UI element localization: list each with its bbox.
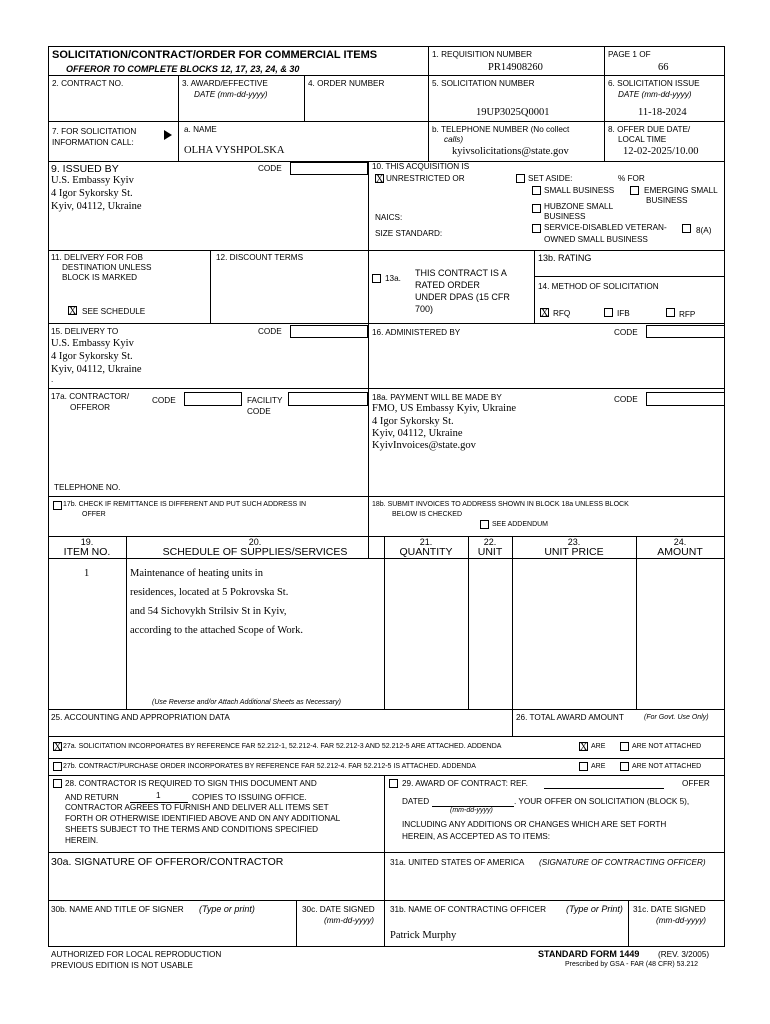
administered-by-label: 16. ADMINISTERED BY (372, 328, 461, 337)
award-contract-checkbox[interactable] (389, 779, 398, 788)
rule (48, 46, 49, 946)
col20-number: 20. (248, 537, 262, 547)
sdvosb-label-2: OWNED SMALL BUSINESS (544, 235, 648, 244)
administered-by-code-field[interactable] (646, 325, 725, 338)
payment-line: 4 Igor Sykorsky St. (372, 416, 454, 427)
telephone-no-label: TELEPHONE NO. (54, 483, 121, 492)
signature-us-label: 31a. UNITED STATES OF AMERICA (390, 858, 525, 867)
delivery-to-code-field[interactable] (290, 325, 368, 338)
award-date-label: 3. AWARD/EFFECTIVE (182, 79, 268, 88)
col22-number: 22. (483, 537, 497, 547)
dated-format: (mm-dd-yyyy) (450, 807, 493, 814)
contractor-code-label: CODE (152, 396, 176, 405)
block29-line: HEREIN, AS ACCEPTED AS TO ITEMS: (402, 832, 551, 841)
rule (628, 900, 629, 946)
rule (512, 709, 513, 736)
col24-header: AMOUNT (657, 546, 703, 558)
see-schedule-label: SEE SCHEDULE (82, 307, 146, 316)
rule (48, 250, 725, 251)
payment-code-field[interactable] (646, 392, 725, 406)
footer-prescribed: Prescribed by GSA - FAR (48 CFR) 53.212 (565, 961, 699, 968)
item-description-line: residences, located at 5 Pokrovska St. (130, 587, 289, 598)
rule (48, 736, 725, 737)
unrestricted-checkbox[interactable]: X (376, 174, 384, 185)
delivery-fob-label-2: DESTINATION UNLESS (62, 263, 152, 272)
rule (48, 75, 428, 76)
contractor-label: 17a. CONTRACTOR/ (51, 392, 130, 401)
col22-header: UNIT (477, 546, 503, 558)
rule (636, 536, 637, 709)
contract-no-label: 2. CONTRACT NO. (52, 79, 124, 88)
rfp-label: RFP (679, 310, 696, 319)
remittance-label-2: OFFER (82, 511, 106, 518)
emerging-small-business-checkbox[interactable] (630, 186, 639, 195)
info-call-label: 7. FOR SOLICITATION (52, 127, 137, 136)
issued-by-code-field[interactable] (290, 162, 368, 175)
far-contract-checkbox[interactable] (53, 762, 62, 771)
col20-header: SCHEDULE OF SUPPLIES/SERVICES (162, 546, 348, 558)
addenda-are-not-label: ARE NOT ATTACHED (632, 743, 702, 750)
rated-order-checkbox[interactable] (372, 274, 381, 283)
rating-label: 13b. RATING (538, 253, 592, 263)
requisition-label: 1. REQUISITION NUMBER (432, 50, 533, 59)
rule (48, 775, 725, 776)
submit-invoices-label: 18b. SUBMIT INVOICES TO ADDRESS SHOWN IN BLOCK 18a UNLESS BLOCK (372, 501, 629, 508)
rule (384, 775, 385, 946)
remittance-checkbox[interactable] (53, 501, 62, 510)
payment-line: Kyiv, 04112, Ukraine (372, 428, 463, 439)
item-description-line: Maintenance of heating units in (130, 568, 263, 579)
block28-return-label: AND RETURN (65, 793, 119, 802)
method-label: 14. METHOD OF SOLICITATION (538, 282, 659, 291)
name-label: a. NAME (184, 125, 217, 134)
issue-date-label: 6. SOLICITATION ISSUE (608, 79, 700, 88)
rule (428, 75, 725, 76)
contractor-code-field[interactable] (184, 392, 242, 406)
rule (48, 388, 725, 389)
signature-offeror-label: 30a. SIGNATURE OF OFFEROR/CONTRACTOR (51, 856, 284, 868)
form-title: SOLICITATION/CONTRACT/ORDER FOR COMMERCIAL ITEMS (52, 49, 378, 61)
contract-addenda-are-checkbox[interactable] (579, 762, 588, 771)
item-number: 1 (84, 568, 90, 579)
set-aside-label: SET ASIDE: (528, 174, 573, 183)
contracting-officer-name: Patrick Murphy (390, 930, 457, 941)
name-value: OLHA VYSHPOLSKA (184, 145, 285, 156)
total-award-label: 26. TOTAL AWARD AMOUNT (516, 713, 624, 722)
block28-line: 28. CONTRACTOR IS REQUIRED TO SIGN THIS DOCUMENT AND (65, 779, 317, 788)
rated-order-label-2: RATED ORDER (415, 280, 480, 290)
delivery-to-label: 15. DELIVERY TO (51, 327, 119, 336)
col21-header: QUANTITY (399, 546, 453, 558)
rule (48, 709, 725, 710)
footer-form-name: STANDARD FORM 1449 (538, 949, 640, 959)
hubzone-label: HUBZONE SMALL (544, 202, 614, 211)
rfq-checkbox[interactable]: X (541, 308, 549, 319)
arrow-right-icon (164, 130, 172, 140)
hubzone-checkbox[interactable] (532, 204, 541, 213)
emerging-small-business-label: EMERGING SMALL (644, 186, 718, 195)
payment-line: FMO, US Embassy Kyiv, Ukraine (372, 403, 516, 414)
facility-code-label: FACILITY (247, 396, 283, 405)
rule (512, 536, 513, 709)
discount-terms-label: 12. DISCOUNT TERMS (216, 253, 304, 262)
see-addendum-checkbox[interactable] (480, 520, 489, 529)
delivery-fob-label: 11. DELIVERY FOR FOB (51, 253, 143, 262)
issued-by-code-label: CODE (258, 164, 282, 173)
issue-date-value: 11-18-2024 (638, 107, 687, 118)
item-description-line: and 54 Sichovykh Strilsiv St in Kyiv, (130, 606, 287, 617)
contract-addenda-are-not-label: ARE NOT ATTACHED (632, 763, 702, 770)
see-addendum-label: SEE ADDENDUM (492, 521, 549, 528)
payment-code-label: CODE (614, 395, 638, 404)
rule (48, 323, 725, 324)
rfq-label: RFQ (553, 309, 571, 318)
ifb-label: IFB (617, 309, 630, 318)
payment-line: KyivInvoices@state.gov (372, 440, 476, 451)
facility-code-field[interactable] (288, 392, 368, 406)
delivery-to-line: 4 Igor Sykorsky St. (51, 351, 133, 362)
delivery-to-dot: . (51, 375, 54, 384)
rated-order-label-3: UNDER DPAS (15 CFR (415, 292, 510, 302)
contract-addenda-are-label: ARE (591, 763, 606, 770)
order-number-label: 4. ORDER NUMBER (308, 79, 385, 88)
telephone-value: kyivsolicitations@state.gov (452, 146, 569, 157)
signature-officer-label: (SIGNATURE OF CONTRACTING OFFICER) (539, 858, 706, 867)
rule (534, 276, 725, 277)
contractor-label-2: OFFEROR (70, 403, 111, 412)
rated-order-number: 13a. (385, 274, 401, 283)
addenda-are-not-checkbox[interactable] (620, 742, 629, 751)
eight-a-label: 8(A) (696, 226, 712, 235)
due-date-label-2: LOCAL TIME (618, 135, 667, 144)
issue-date-format: DATE (mm-dd-yyyy) (618, 90, 692, 99)
rule (48, 558, 725, 559)
block28-copies-label: COPIES TO ISSUING OFFICE. (192, 793, 307, 802)
rule (468, 536, 469, 709)
info-call-label-2: INFORMATION CALL: (52, 138, 134, 147)
page-total: 66 (658, 62, 669, 73)
offer-label: OFFER (682, 779, 710, 788)
rule (48, 496, 725, 497)
total-award-note: (For Govt. Use Only) (644, 714, 709, 721)
rule (48, 900, 725, 901)
block28-line: FORTH OR OTHERWISE IDENTIFIED ABOVE AND ON ANY ADDITIONAL (65, 814, 341, 823)
copies-value: 1 (156, 791, 161, 800)
rated-order-label-4: 700) (415, 304, 434, 314)
rule (296, 900, 297, 946)
delivery-fob-label-3: BLOCK IS MARKED (62, 273, 138, 282)
col24-number: 24. (673, 537, 687, 547)
rule (48, 46, 725, 47)
signer-name-label: 30b. NAME AND TITLE OF SIGNER (51, 905, 184, 914)
rfp-checkbox[interactable] (666, 308, 675, 317)
block28-line: SHEETS SUBJECT TO THE TERMS AND CONDITIONS SPECIFIED (65, 825, 319, 834)
addenda-are-label: ARE (591, 743, 606, 750)
block28-line: HEREIN. (65, 836, 99, 845)
contractor-sign-checkbox[interactable] (53, 779, 62, 788)
page-label: PAGE 1 OF (608, 50, 651, 59)
rule (48, 946, 725, 947)
officer-date-signed-label: 31c. DATE SIGNED (633, 905, 706, 914)
signer-name-format: (Type or print) (199, 904, 255, 914)
standard-form-1449 (48, 46, 725, 970)
facility-code-label-2: CODE (247, 407, 271, 416)
rule (178, 121, 179, 161)
contracting-officer-format: (Type or Print) (566, 904, 623, 914)
accounting-label: 25. ACCOUNTING AND APPROPRIATION DATA (51, 713, 230, 722)
rule (724, 46, 725, 946)
delivery-to-code-label: CODE (258, 327, 282, 336)
naics-label: NAICS: (375, 213, 403, 222)
see-schedule-checkbox[interactable]: X (69, 306, 77, 317)
footer-previous-edition: PREVIOUS EDITION IS NOT USABLE (51, 961, 193, 970)
date-signed-label: 30c. DATE SIGNED (302, 905, 375, 914)
acquisition-label: 10. THIS ACQUISITION IS (372, 162, 470, 171)
ifb-checkbox[interactable] (604, 308, 613, 317)
solicitation-number-label: 5. SOLICITATION NUMBER (432, 79, 535, 88)
contracting-officer-label: 31b. NAME OF CONTRACTING OFFICER (390, 905, 547, 914)
remittance-label: 17b. CHECK IF REMITTANCE IS DIFFERENT AND PUT SUCH ADDRESS IN (63, 501, 307, 508)
delivery-to-line: U.S. Embassy Kyiv (51, 338, 134, 349)
small-business-checkbox[interactable] (532, 186, 541, 195)
dated-label: DATED (402, 797, 430, 806)
emerging-small-business-label-2: BUSINESS (646, 196, 688, 205)
schedule-footnote: (Use Reverse and/or Attach Additional Sheets as Necessary) (152, 699, 341, 706)
sdvosb-checkbox[interactable] (532, 224, 541, 233)
eight-a-checkbox[interactable] (682, 224, 691, 233)
rated-order-label: THIS CONTRACT IS A (415, 268, 507, 278)
ref-underline (544, 788, 664, 789)
award-date-format: DATE (mm-dd-yyyy) (194, 90, 268, 99)
issued-by-label: 9. ISSUED BY (51, 163, 119, 175)
block29-line: INCLUDING ANY ADDITIONS OR CHANGES WHICH ARE SET FORTH (402, 820, 667, 829)
form-subtitle: OFFEROR TO COMPLETE BLOCKS 12, 17, 23, 24, & 30 (66, 64, 300, 74)
hubzone-label-2: BUSINESS (544, 212, 586, 221)
rule (126, 536, 127, 709)
contract-addenda-are-not-checkbox[interactable] (620, 762, 629, 771)
issued-by-line: 4 Igor Sykorsky St. (51, 188, 133, 199)
block29-line: . YOUR OFFER ON SOLICITATION (BLOCK 5), (514, 797, 690, 806)
rule (48, 852, 725, 853)
col19-header: ITEM NO. (63, 546, 111, 558)
rule (428, 46, 429, 161)
addenda-are-checkbox[interactable]: X (580, 742, 588, 753)
col21-number: 21. (419, 537, 433, 547)
sdvosb-label: SERVICE-DISABLED VETERAN- (544, 223, 667, 232)
issued-by-line: U.S. Embassy Kyiv (51, 175, 134, 186)
small-business-label: SMALL BUSINESS (544, 186, 615, 195)
telephone-label-2: calls) (444, 135, 464, 144)
payment-label: 18a. PAYMENT WILL BE MADE BY (372, 393, 502, 402)
rule (210, 250, 211, 323)
issued-by-line: Kyiv, 04112, Ukraine (51, 201, 142, 212)
requisition-value: PR14908260 (488, 62, 543, 73)
far-solicitation-label: 27a. SOLICITATION INCORPORATES BY REFERENCE FAR 52.212-1, 52.212-4. FAR 52.212-3 AND 52.212-5 ARE ATTACHED. ADDENDA (63, 743, 502, 750)
rule (368, 161, 369, 558)
footer-revision: (REV. 3/2005) (658, 950, 710, 959)
rule (304, 75, 305, 121)
due-date-value: 12-02-2025/10.00 (623, 146, 699, 157)
item-description-line: according to the attached Scope of Work. (130, 625, 304, 636)
rule (384, 536, 385, 709)
size-standard-label: SIZE STANDARD: (375, 229, 443, 238)
set-aside-checkbox[interactable] (516, 174, 525, 183)
solicitation-number-value: 19UP3025Q0001 (476, 107, 550, 118)
col19-number: 19. (80, 537, 94, 547)
far-contract-label: 27b. CONTRACT/PURCHASE ORDER INCORPORATES BY REFERENCE FAR 52.212-4. FAR 52.212-5 IS ATTACHED. ADDENDA (63, 763, 476, 770)
officer-date-signed-format: (mm-dd-yyyy) (656, 916, 707, 925)
date-signed-format: (mm-dd-yyyy) (324, 916, 375, 925)
block29-line: 29. AWARD OF CONTRACT: REF. (402, 779, 528, 788)
block28-line: CONTRACTOR AGREES TO FURNISH AND DELIVER ALL ITEMS SET (65, 803, 329, 812)
due-date-label: 8. OFFER DUE DATE/ (608, 125, 691, 134)
rule (48, 758, 725, 759)
submit-invoices-label-2: BELOW IS CHECKED (392, 511, 463, 518)
telephone-label: b. TELEPHONE NUMBER (No collect (432, 125, 570, 134)
footer-authorized: AUTHORIZED FOR LOCAL REPRODUCTION (51, 950, 222, 959)
administered-by-code-label: CODE (614, 328, 638, 337)
far-solicitation-checkbox[interactable]: X (54, 742, 62, 753)
delivery-to-line: Kyiv, 04112, Ukraine (51, 364, 142, 375)
rule (48, 121, 725, 122)
rule (534, 250, 535, 323)
rule (178, 75, 179, 121)
unrestricted-label: UNRESTRICTED OR (386, 174, 465, 183)
set-aside-percent-label: % FOR (618, 174, 645, 183)
rule (604, 46, 605, 161)
col23-number: 23. (567, 537, 581, 547)
col23-header: UNIT PRICE (544, 546, 604, 558)
